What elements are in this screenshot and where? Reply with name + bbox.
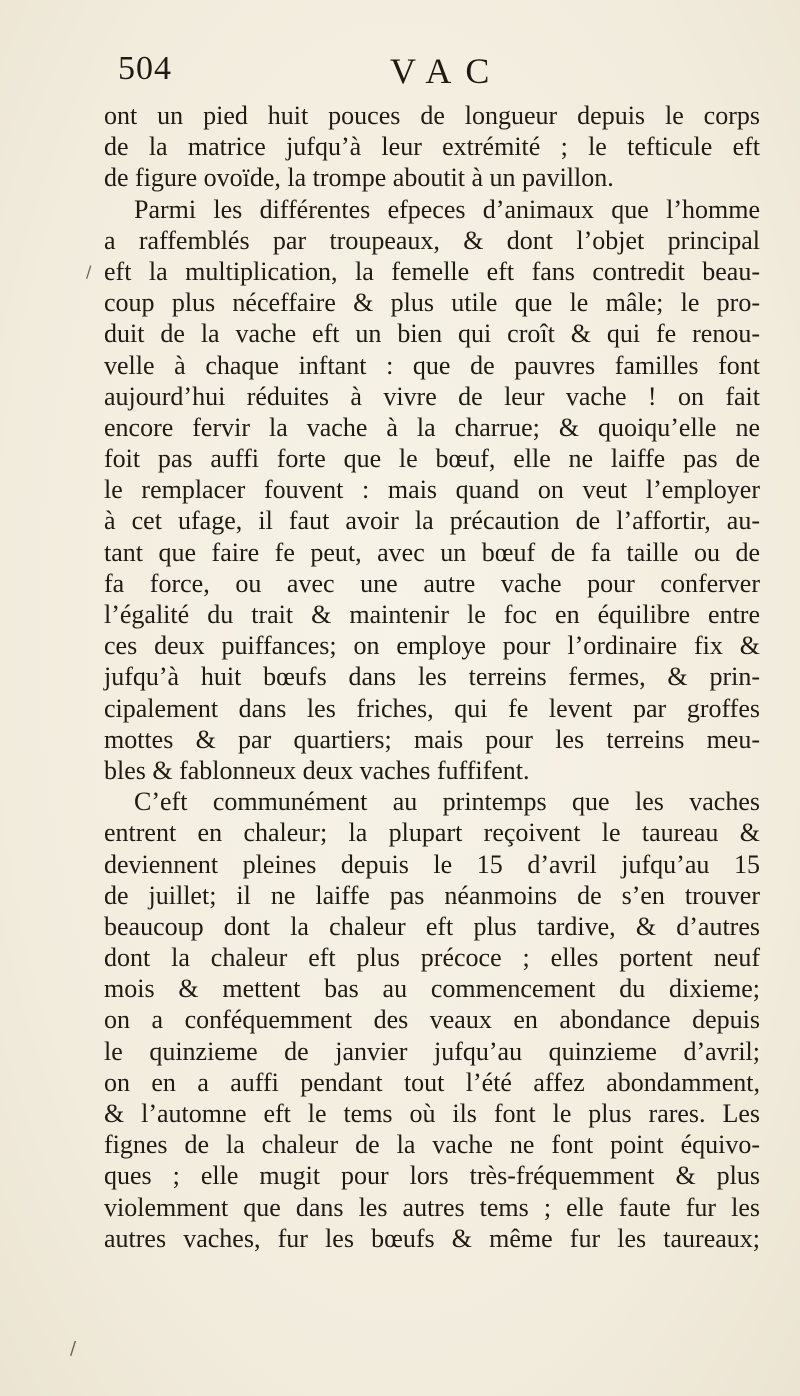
text-line: tant que faire fe peut, avec un bœuf de fa taille ou de [104, 537, 760, 567]
text-line: cipalement dans les friches, qui fe levent par groffes [104, 693, 760, 723]
text-line: eft la multiplication, la femelle eft fans contredit beau- [104, 256, 760, 286]
text-line: C’eft communément au printemps que les vaches [134, 787, 760, 817]
text-line: de la matrice jufqu’à leur extrémité ; le tefticule eft [104, 132, 760, 162]
text-line: Parmi les différentes efpeces d’animaux que l’homme [134, 194, 760, 224]
text-line: foit pas auffi forte que le bœuf, elle ne laiffe pas de [104, 444, 760, 474]
text-line: velle à chaque inftant : que de pauvres familles font [104, 350, 760, 380]
text-line: ces deux puiffances; on employe pour l’ordinaire fix & [104, 631, 760, 661]
text-line: mottes & par quartiers; mais pour les terreins meu- [104, 724, 760, 754]
page-header [118, 50, 678, 94]
text-line: duit de la vache eft un bien qui croît & qui fe renou- [104, 319, 760, 349]
text-line: entrent en chaleur; la plupart reçoivent le taureau & [104, 818, 760, 848]
text-line: on en a auffi pendant tout l’été affez abondamment, [104, 1067, 760, 1097]
page-number: 504 [118, 50, 172, 87]
text-line: a raffemblés par troupeaux, & dont l’objet principal [104, 225, 760, 255]
text-line: à cet ufage, il faut avoir la précaution de l’affortir, au- [104, 506, 760, 536]
text-line: de figure ovoïde, la trompe aboutit à un pavillon. [104, 163, 614, 193]
text-line: autres vaches, fur les bœufs & même fur les taureaux; [104, 1223, 760, 1253]
ink-speck-mark: / [70, 1338, 77, 1359]
text-line: le quinzieme de janvier jufqu’au quinzieme d’avril; [104, 1036, 760, 1066]
running-head: VAC [390, 51, 504, 91]
text-line: & l’automne eft le tems où ils font le plus rares. Les [104, 1099, 760, 1128]
text-line: jufqu’à huit bœufs dans les terreins fermes, & prin- [104, 662, 760, 692]
text-line: fignes de la chaleur de la vache ne font point équivo- [104, 1130, 760, 1160]
text-line: ques ; elle mugit pour lors très-fréquemment & plus [104, 1161, 760, 1191]
ink-speck-mark: / [86, 262, 92, 281]
text-line: de juillet; il ne laiffe pas néanmoins de s’en trouver [104, 880, 760, 910]
text-line: encore fervir la vache à la charrue; & quoiqu’elle ne [104, 412, 760, 442]
text-line: coup plus néceffaire & plus utile que le mâle; le pro- [104, 288, 760, 318]
text-line: dont la chaleur eft plus précoce ; elles portent neuf [104, 943, 760, 973]
text-line: le remplacer fouvent : mais quand on veut l’employer [104, 475, 760, 505]
text-line: violemment que dans les autres tems ; elle faute fur les [104, 1192, 760, 1222]
text-line: aujourd’hui réduites à vivre de leur vache ! on fait [104, 381, 760, 411]
text-line: l’égalité du trait & maintenir le foc en équilibre entre [104, 600, 760, 629]
body-text [104, 100, 760, 1254]
text-line: bles & fablonneux deux vaches fuffifent. [104, 755, 530, 785]
text-line: fa force, ou avec une autre vache pour conferver [104, 568, 760, 598]
text-line: on a conféquemment des veaux en abondance depuis [104, 1005, 760, 1035]
text-line: mois & mettent bas au commencement du dixieme; [104, 974, 760, 1004]
text-line: beaucoup dont la chaleur eft plus tardive, & d’autres [104, 911, 760, 941]
text-line: ont un pied huit pouces de longueur depuis le corps [104, 101, 760, 130]
text-line: deviennent pleines depuis le 15 d’avril jufqu’au 15 [104, 849, 760, 879]
